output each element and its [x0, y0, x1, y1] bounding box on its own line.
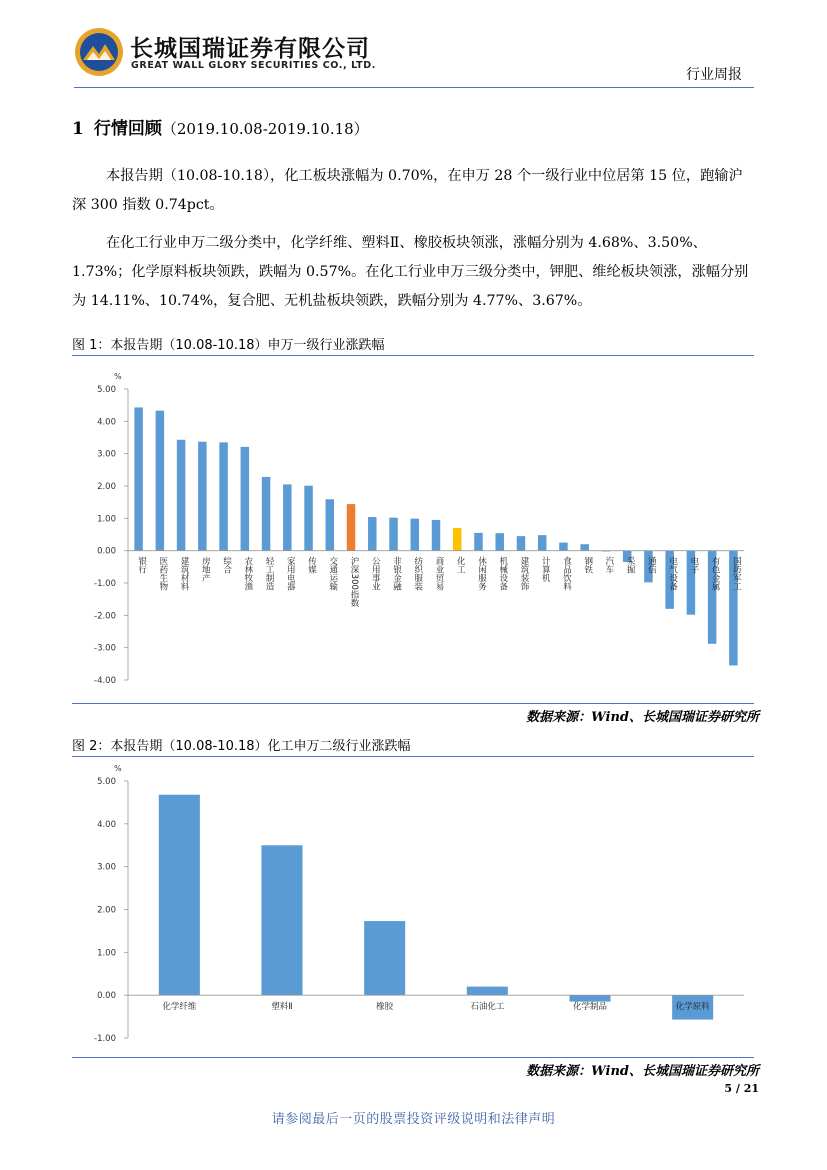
bar [517, 536, 525, 551]
y-tick-label: 4.00 [97, 819, 116, 830]
bar [495, 533, 503, 550]
x-tick-label: 电子 [688, 556, 699, 574]
x-tick-label: 公用事业 [370, 556, 381, 591]
y-tick-label: -2.00 [94, 611, 116, 622]
x-tick-label: 综合 [221, 556, 232, 574]
figure-1-chart [72, 360, 754, 700]
x-tick-label: 建筑装饰 [518, 556, 529, 591]
x-tick-label: 橡胶 [376, 1002, 394, 1013]
figure-2-bottom-rule [72, 1057, 754, 1058]
bar [411, 519, 419, 551]
header-divider [74, 87, 754, 88]
bar [262, 477, 270, 551]
y-tick-label: 1.00 [97, 948, 116, 959]
x-tick-label: 采掘 [625, 556, 636, 574]
bar [156, 411, 164, 551]
bar [159, 795, 200, 995]
y-tick-label: 3.00 [97, 862, 116, 873]
bar [177, 440, 185, 551]
bar [474, 533, 482, 551]
y-tick-label: 3.00 [97, 449, 116, 460]
x-tick-label: 机械设备 [497, 556, 508, 591]
company-name-cn: 长城国瑞证券有限公司 [130, 36, 370, 62]
bar [467, 987, 508, 996]
bar [326, 499, 334, 550]
y-tick-label: 0.00 [97, 546, 116, 557]
bar [347, 504, 355, 551]
bar [134, 407, 142, 550]
y-tick-label: 0.00 [97, 991, 116, 1002]
section-number: 1 [72, 119, 84, 139]
section-heading: 行情回顾 [93, 119, 162, 139]
y-tick-label: 1.00 [97, 514, 116, 525]
y-tick-label: -1.00 [94, 1034, 116, 1044]
y-tick-label: 4.00 [97, 417, 116, 428]
bar [538, 535, 546, 551]
y-tick-label: 5.00 [97, 385, 116, 395]
page-number: 5 / 21 [724, 1082, 759, 1095]
bar [580, 544, 588, 550]
x-tick-label: 纺织服装 [412, 556, 423, 591]
bar [389, 518, 397, 551]
x-tick-label: 交通运输 [327, 556, 338, 591]
bar [283, 484, 291, 550]
bar [198, 442, 206, 551]
x-tick-label: 银行 [136, 556, 147, 574]
x-tick-label: 沪深300指数 [349, 556, 360, 607]
x-tick-label: 商业贸易 [434, 556, 444, 591]
bar [364, 921, 405, 995]
y-tick-label: -1.00 [94, 579, 116, 589]
figure-2-top-rule [72, 756, 754, 757]
x-tick-label: 钢铁 [582, 556, 593, 574]
report-type-label: 行业周报 [686, 67, 742, 83]
x-tick-label: 轻工制造 [264, 556, 275, 591]
footer-disclaimer: 请参阅最后一页的股票投资评级说明和法律声明 [271, 1112, 556, 1127]
x-tick-label: 化学纤维 [162, 1002, 197, 1013]
bar [241, 447, 249, 551]
bar [368, 517, 376, 551]
x-tick-label: 化工 [455, 556, 466, 574]
figure-2-chart [72, 760, 754, 1054]
company-logo [73, 26, 125, 78]
body-paragraph: 在化工行业申万二级分类中，化学纤维、塑料Ⅱ、橡胶板块领涨，涨幅分别为 4.68%、3.50%、1.73%；化学原料板块领跌，跌幅为 0.57%。在化工行业申万三级分类中，钾肥、维纶板块领涨，涨幅分别为 14.11%、10.74%，复合肥、无机盐板块领跌，跌幅分别为 4.77%、3.67%。 [72, 235, 749, 309]
x-tick-label: 石油化工 [470, 1002, 505, 1013]
bar [569, 995, 610, 1001]
figure-1-top-rule [72, 355, 754, 356]
bar [432, 520, 440, 551]
y-tick-label: -3.00 [94, 643, 116, 654]
y-tick-label: 5.00 [97, 777, 116, 787]
x-tick-label: 计算机 [540, 556, 551, 583]
y-tick-label: -4.00 [94, 676, 116, 686]
x-tick-label: 化学制品 [572, 1002, 608, 1013]
company-name-en: GREAT WALL GLORY SECURITIES CO., LTD. [131, 60, 376, 71]
bar [559, 543, 567, 551]
x-tick-label: 汽车 [603, 556, 614, 574]
x-tick-label: 休闲服务 [476, 556, 487, 591]
bar [453, 528, 461, 551]
x-tick-label: 建筑材料 [179, 556, 190, 591]
figure-1-title: 图 1：本报告期（10.08-10.18）申万一级行业涨跌幅 [72, 338, 385, 353]
x-tick-label: 非银金融 [391, 556, 402, 591]
x-tick-label: 农林牧渔 [242, 556, 253, 591]
x-tick-label: 塑料Ⅱ [271, 1002, 293, 1013]
x-tick-label: 化学原料 [675, 1002, 710, 1013]
section-title [72, 114, 369, 139]
y-axis-unit: % [114, 372, 122, 381]
y-axis-unit: % [114, 764, 122, 773]
figure-2-title: 图 2：本报告期（10.08-10.18）化工申万二级行业涨跌幅 [72, 739, 411, 754]
x-tick-label: 国防军工 [731, 556, 742, 591]
y-tick-label: 2.00 [97, 482, 116, 492]
x-tick-label: 通信 [646, 556, 657, 574]
x-tick-label: 医药生物 [157, 556, 168, 591]
x-tick-label: 电气设备 [667, 556, 678, 591]
section-date-range: （2019.10.08-2019.10.18） [161, 120, 369, 138]
figure-1-source: 数据来源：Wind、长城国瑞证券研究所 [526, 710, 759, 725]
x-tick-label: 有色金属 [710, 556, 721, 591]
y-tick-label: 2.00 [97, 905, 116, 916]
figure-1-bottom-rule [72, 703, 754, 704]
x-tick-label: 食品饮料 [561, 556, 572, 591]
body-paragraph: 本报告期（10.08-10.18），化工板块涨幅为 0.70%，在申万 28 个一级行业中位居第 15 位，跑输沪深 300 指数 0.74pct。 [72, 168, 743, 213]
bar [304, 486, 312, 551]
x-tick-label: 传媒 [306, 556, 317, 574]
x-tick-label: 家用电器 [285, 556, 296, 591]
bar [261, 845, 302, 995]
bar [219, 442, 227, 550]
figure-2-source: 数据来源：Wind、长城国瑞证券研究所 [526, 1064, 759, 1079]
x-tick-label: 房地产 [200, 556, 211, 583]
